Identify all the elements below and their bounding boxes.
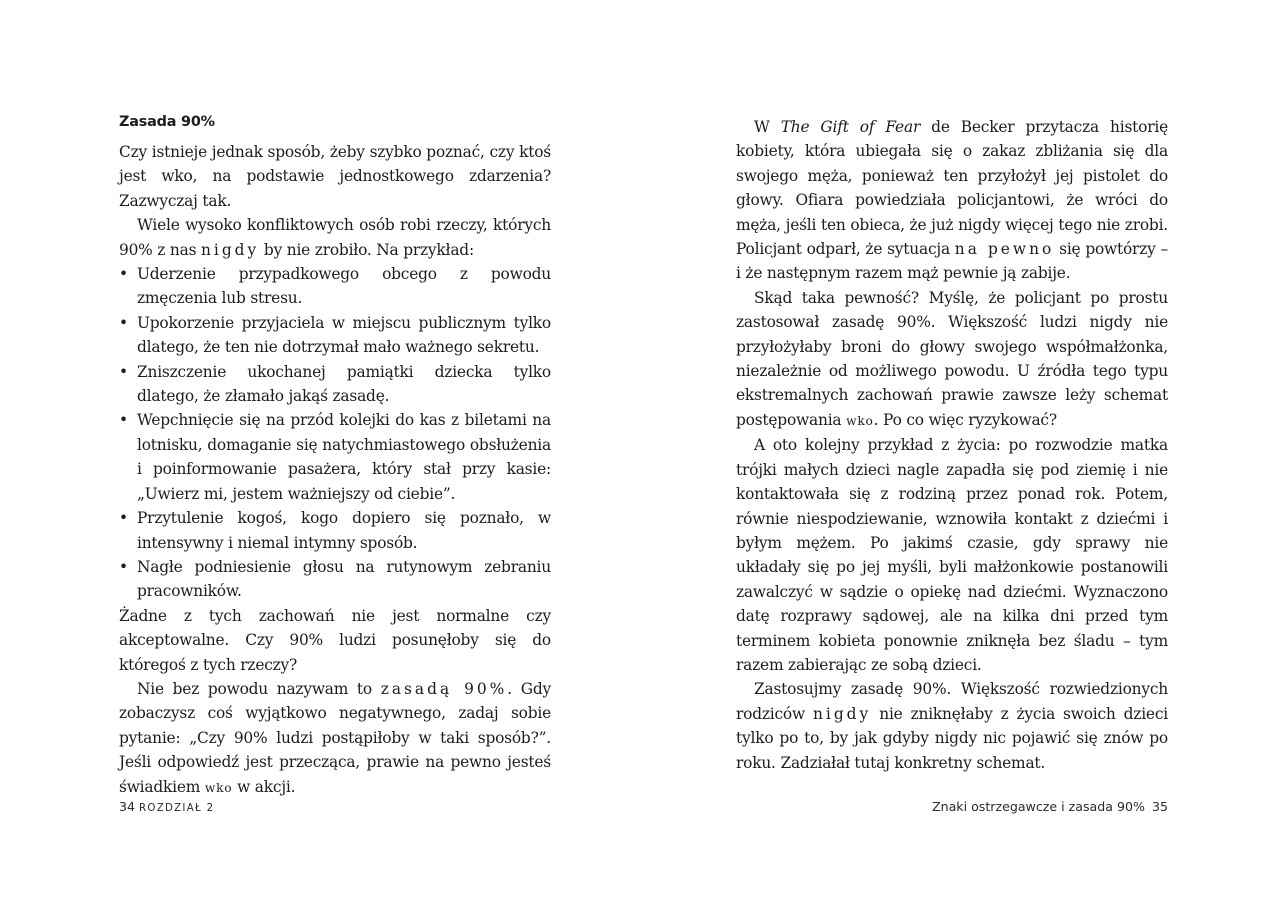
paragraph-text: Żadne z tych zachowań nie jest normalne czy akceptowalne. Czy 90% ludzi posunęłoby się do któregoś z tych rzeczy? xyxy=(119,606,551,674)
spaced-emphasis: nigdy xyxy=(812,704,872,723)
bullet-icon: • xyxy=(119,313,128,332)
list-item-text: Uderzenie przypadkowego obcego z powodu zmęczenia lub stresu. xyxy=(137,265,551,308)
list-item xyxy=(119,360,551,409)
paragraph-text: Nie bez powodu nazywam to xyxy=(137,679,381,698)
bullet-icon: • xyxy=(119,362,128,381)
bullet-icon: • xyxy=(119,509,128,528)
bullet-icon: • xyxy=(119,557,128,576)
running-head-chapter: ROZDZIAŁ 2 xyxy=(139,803,215,814)
list-item-text: Upokorzenie przyjaciela w miejscu publicznym tylko dlatego, że ten nie dotrzymał mało ważnego sekretu. xyxy=(137,313,551,357)
paragraph-text: nie zniknęłaby z życia swoich dzieci tylko po to, by jak gdyby nigdy nic pojawić się znów po roku. Zadziałał tutaj konkretny schemat. xyxy=(736,704,1168,772)
page-footer xyxy=(119,799,214,814)
list-item xyxy=(119,262,551,311)
paragraph xyxy=(119,140,551,213)
paragraph-text: . Gdy zobaczysz coś wyjątkowo negatywnego, zadaj sobie pytanie: „Czy 90% ludzi postąpiłoby w taki sposób?”. Jeśli odpowiedź jest przecząca, prawie na pewno jesteś świadkiem xyxy=(119,679,551,796)
paragraph xyxy=(736,286,1168,433)
examples-list xyxy=(119,262,551,604)
small-caps-acronym: wko xyxy=(846,413,874,428)
paragraph xyxy=(119,604,551,677)
paragraph-text: w akcji. xyxy=(232,777,296,796)
paragraph xyxy=(119,677,551,800)
paragraph-text: Skąd taka pewność? Myślę, że policjant po prostu zastosował zasadę 90%. Większość ludzi nigdy nie przyłożyłaby broni do głowy swojego współmałżonka, niezależnie od możliwego powodu. U źródła tego typu ekstremalnych zachowań prawie zawsze leży schemat postępowania xyxy=(736,288,1168,429)
paragraph xyxy=(736,433,1168,677)
page-footer xyxy=(932,799,1168,814)
list-item xyxy=(119,311,551,360)
right-page-text xyxy=(736,115,1168,775)
spaced-emphasis: na pewno xyxy=(954,240,1055,259)
list-item xyxy=(119,408,551,506)
left-page-text xyxy=(119,111,551,800)
list-item-text: Nagłe podniesienie głosu na rutynowym zebraniu pracowników. xyxy=(137,557,551,601)
paragraph-text: się powtórzy – i że następnym razem mąż pewnie ją zabije. xyxy=(736,240,1168,283)
list-item-text: Przytulenie kogoś, kogo dopiero się poznało, w intensywny i niemal intymny sposób. xyxy=(137,509,551,552)
right-page xyxy=(640,0,1280,905)
paragraph xyxy=(119,213,551,262)
spaced-emphasis: nigdy xyxy=(200,240,260,259)
running-head-title: Znaki ostrzegawcze i zasada 90% xyxy=(931,799,1145,814)
page-number: 35 xyxy=(1151,799,1168,814)
small-caps-acronym: wko xyxy=(204,780,233,795)
list-item xyxy=(119,506,551,555)
paragraph-text: Zastosujmy zasadę 90%. Większość rozwiedzionych rodziców xyxy=(736,680,1168,723)
bullet-icon: • xyxy=(119,265,128,284)
list-item-text: Zniszczenie ukochanej pamiątki dziecka tylko dlatego, że złamało jakąś zasadę. xyxy=(137,362,551,406)
paragraph xyxy=(736,115,1168,286)
list-item xyxy=(119,555,551,604)
paragraph-text: de Becker przytacza historię kobiety, która ubiegała się o zakaz zbliżania się dla swojego męża, ponieważ ten przyłożył jej pistolet do głowy. Ofiara powiedziała policjantowi, że wróci do męża, jeśli ten obieca, że już nigdy więcej tego nie zrobi. Policjant odparł, że sytuacja xyxy=(736,118,1168,259)
page-number: 34 xyxy=(119,799,136,814)
paragraph-text: . Po co więc ryzykować? xyxy=(873,410,1057,429)
paragraph-text: Wiele wysoko konfliktowych osób robi rzeczy, których 90% z nas xyxy=(119,216,551,259)
book-title: The Gift of Fear xyxy=(780,118,921,136)
paragraph-text: by nie zrobiło. Na przykład: xyxy=(259,240,474,259)
paragraph-text: W xyxy=(754,118,781,136)
section-heading: Zasada 90% xyxy=(119,114,215,130)
paragraph-text: A oto kolejny przykład z życia: po rozwodzie matka trójki małych dzieci nagle zapadła się pod ziemię i nie kontaktowała się z rodziną przez ponad rok. Potem, równie niespodziewanie, wznowiła kontakt z dziećmi i byłym mężem. Po jakimś czasie, gdy sprawy nie układały się po jej myśli, byli małżonkowie postanowili zawalczyć w sądzie o opiekę nad dziećmi. Wyznaczono datę rozprawy sądowej, ale na kilka dni przed tym terminem kobieta ponownie zniknęła bez śladu – tym razem zabierając ze sobą dzieci. xyxy=(736,436,1168,674)
paragraph xyxy=(736,677,1168,775)
list-item-text: Wepchnięcie się na przód kolejki do kas z biletami na lotnisku, domaganie się natychmiastowego obsłużenia i poinformowanie pasażera, który stał przy kasie: „Uwierz mi, jestem ważniejszy od ciebie”. xyxy=(137,411,551,503)
bullet-icon: • xyxy=(119,411,128,430)
paragraph-text: Czy istnieje jednak sposób, żeby szybko poznać, czy ktoś jest wko, na podstawie jednostkowego zdarzenia? Zazwyczaj tak. xyxy=(119,143,551,210)
spaced-emphasis: zasadą 90% xyxy=(380,679,508,698)
